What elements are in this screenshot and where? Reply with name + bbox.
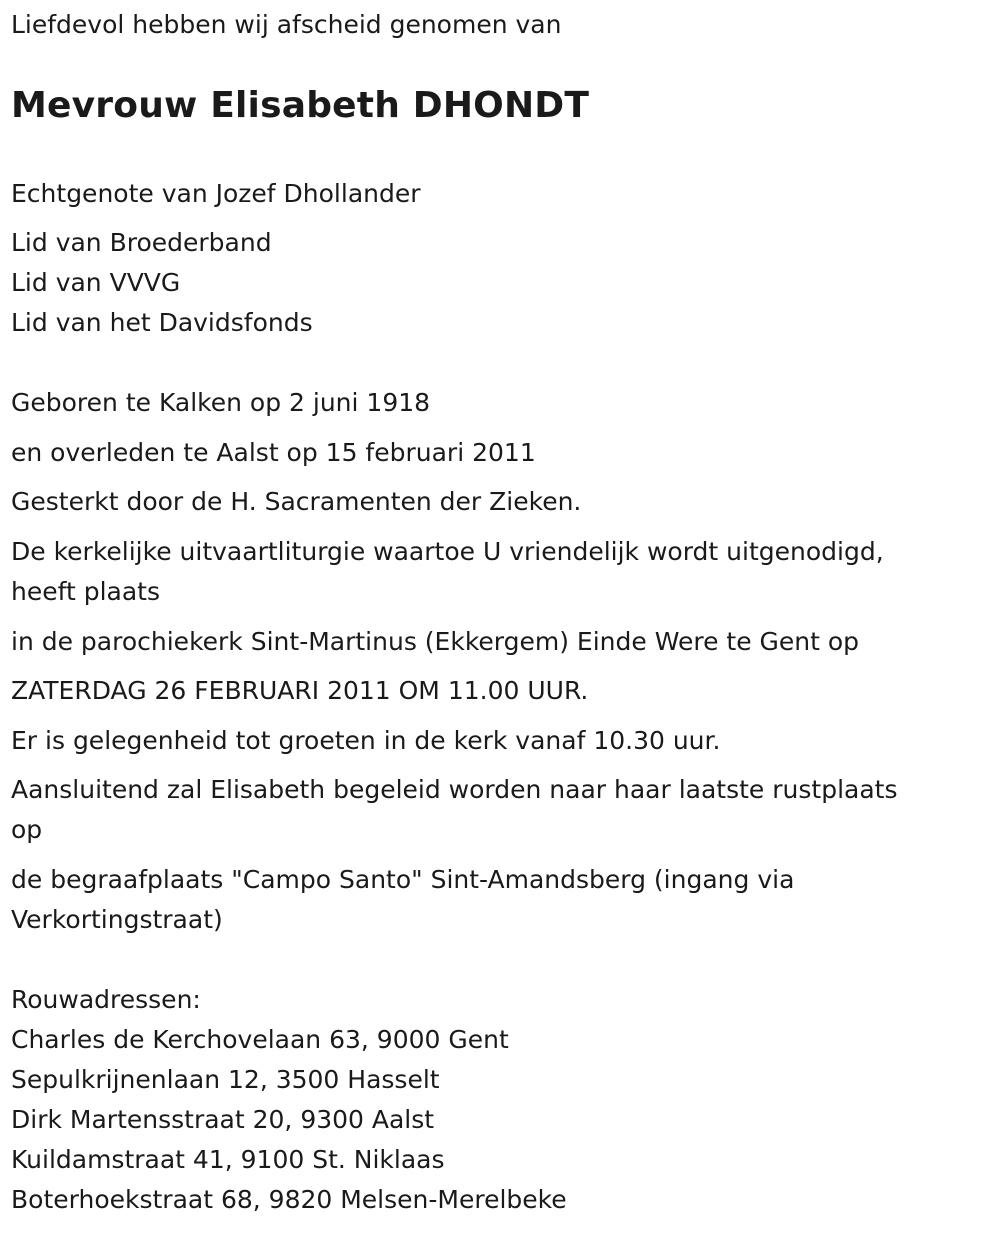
sacraments-info: Gesterkt door de H. Sacramenten der Zieken. bbox=[11, 487, 582, 516]
cemetery-info-continued: Verkortingstraat) bbox=[11, 905, 223, 934]
burial-info: Aansluitend zal Elisabeth begeleid worden naar haar laatste rustplaats bbox=[11, 775, 898, 804]
relation-membership: Lid van VVVG bbox=[11, 268, 181, 297]
liturgy-invitation: De kerkelijke uitvaartliturgie waartoe U vriendelijk wordt uitgenodigd, bbox=[11, 537, 884, 566]
mourning-address: Sepulkrijnenlaan 12, 3500 Hasselt bbox=[11, 1065, 440, 1094]
relation-membership: Lid van het Davidsfonds bbox=[11, 308, 313, 337]
mourning-address: Kuildamstraat 41, 9100 St. Niklaas bbox=[11, 1145, 445, 1174]
liturgy-invitation-continued: heeft plaats bbox=[11, 577, 160, 606]
greeting-info: Er is gelegenheid tot groeten in de kerk vanaf 10.30 uur. bbox=[11, 726, 721, 755]
intro-text: Liefdevol hebben wij afscheid genomen van bbox=[11, 10, 562, 39]
funeral-date: ZATERDAG 26 FEBRUARI 2011 OM 11.00 UUR. bbox=[11, 676, 589, 705]
mourning-address: Dirk Martensstraat 20, 9300 Aalst bbox=[11, 1105, 435, 1134]
death-info: en overleden te Aalst op 15 februari 2011 bbox=[11, 438, 536, 467]
relation-spouse: Echtgenote van Jozef Dhollander bbox=[11, 179, 421, 208]
relation-membership: Lid van Broederband bbox=[11, 228, 272, 257]
addresses-heading: Rouwadressen: bbox=[11, 985, 201, 1014]
mourning-address: Boterhoekstraat 68, 9820 Melsen-Merelbeke bbox=[11, 1185, 567, 1214]
church-location: in de parochiekerk Sint-Martinus (Ekkergem) Einde Were te Gent op bbox=[11, 627, 860, 656]
deceased-name: Mevrouw Elisabeth DHONDT bbox=[11, 85, 590, 126]
cemetery-info: de begraafplaats "Campo Santo" Sint-Amandsberg (ingang via bbox=[11, 865, 795, 894]
mourning-address: Charles de Kerchovelaan 63, 9000 Gent bbox=[11, 1025, 509, 1054]
birth-info: Geboren te Kalken op 2 juni 1918 bbox=[11, 388, 431, 417]
burial-info-continued: op bbox=[11, 815, 43, 844]
